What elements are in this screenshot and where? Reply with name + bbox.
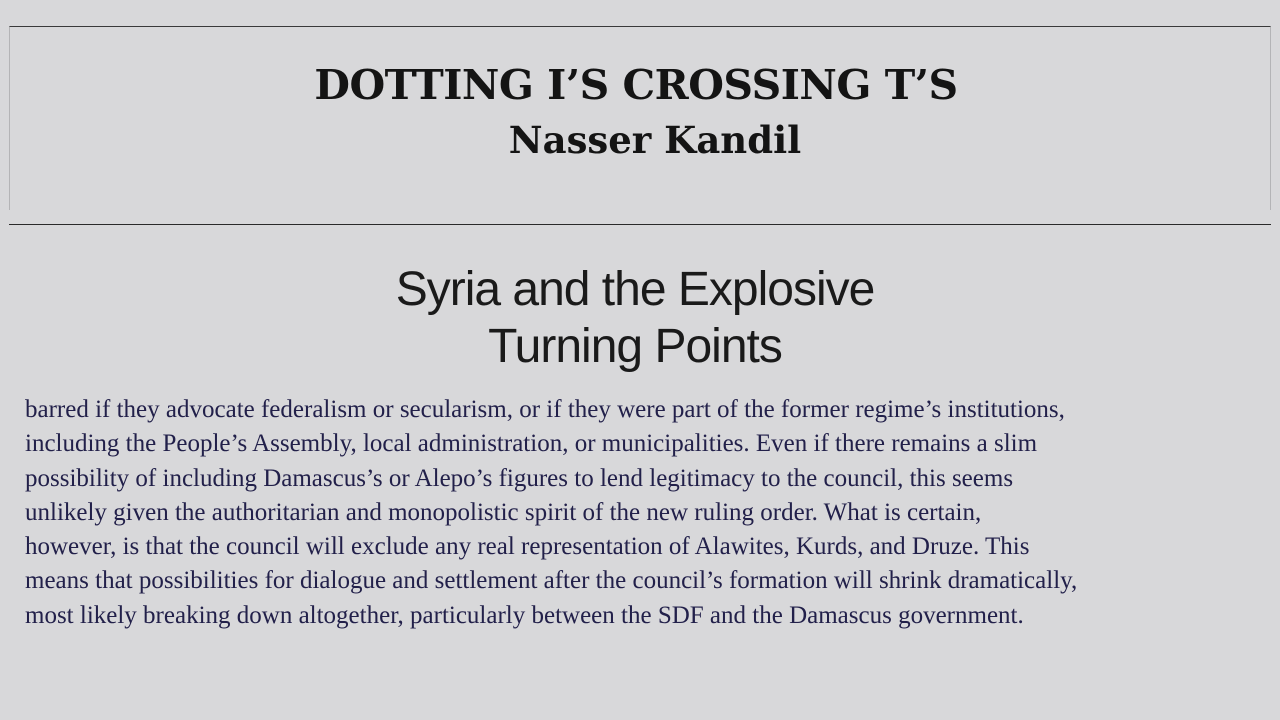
article-body-line: however, is that the council will exclude any real representation of Alawites, Kurds, and Druze. This (25, 533, 1030, 561)
article-title (0, 261, 1270, 375)
article-body-line: most likely breaking down altogether, particularly between the SDF and the Damascus government. (25, 601, 1024, 629)
article-body-line: unlikely given the authoritarian and monopolistic spirit of the new ruling order. What is certain, (25, 498, 982, 526)
article-body-line: including the People’s Assembly, local administration, or municipalities. Even if there remains a slim (25, 430, 1038, 458)
article-title-line: Syria and the Explosive (395, 263, 875, 316)
header-divider (9, 224, 1271, 225)
article-body-line: possibility of including Damascus’s or Alepo’s figures to lend legitimacy to the council, this seems (25, 464, 1014, 492)
article-body-line: barred if they advocate federalism or secularism, or if they were part of the former regime’s institutions, (25, 396, 1065, 423)
article-body-line: means that possibilities for dialogue and settlement after the council’s formation will shrink dramatically, (25, 567, 1078, 595)
article-title-line: Turning Points (488, 320, 782, 373)
article-body (25, 393, 1261, 633)
column-header-box (9, 26, 1271, 210)
author-name: Nasser Kandil (508, 118, 802, 162)
column-name: DOTTING I’S CROSSING T’S (314, 61, 958, 109)
